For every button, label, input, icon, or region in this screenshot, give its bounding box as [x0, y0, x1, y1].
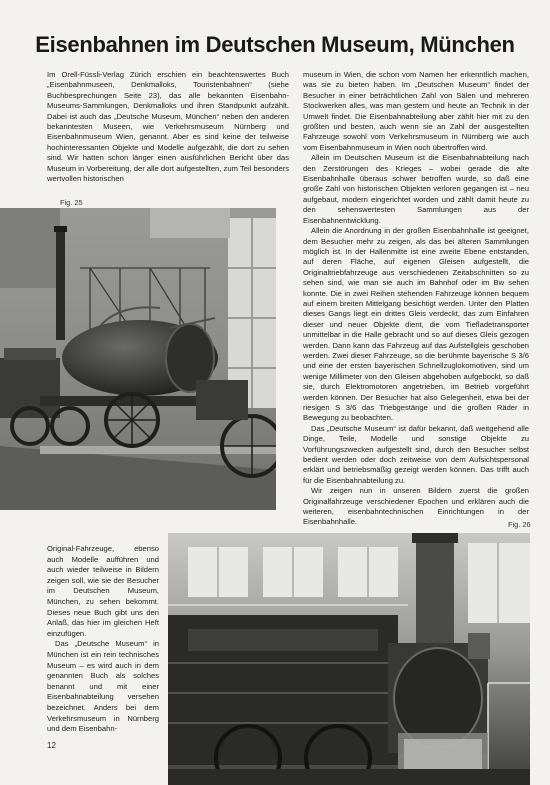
page-title: Eisenbahnen im Deutschen Museum, München — [35, 32, 515, 57]
paragraph: Allein die Anordnung in der großen Eisenbahnhalle ist geeignet, dem Besucher mehr zu zeigen, als das bei älteren Sammlungen möglich ist. In der Hallenmitte ist eine zweite Ebene entstanden, auf deren Fläche, auf eigenen Gleisen aufgestellt, die Originaltriebfahrzeuge aus verschiedenen Zeitabschnitten so zu sehen sind, wie man sie auch im Bahnhof oder im Bw sehen konnte. Die in zwei Reihen stehenden Fahrzeuge können bequem auf einem breiten Mittelgang besichtigt werden. Unter den Platten dieses Gangs liegt ein drittes Gleis verdeckt, das zum Einfahren dieser und neuer Objekte dient, die vom Tiefladetransporter unmittelbar in die Halle gebracht und so auf dieses Gleis gezogen werden. Dann kann das Fahrzeug auf das Aufstellgleis geschoben werden. Zwei dieser Fahrzeuge, so die berühmte bayerische S 3/6 und eine der ersten bayerischen Schnellzuglokomotiven, sind um wenige Millimeter von den Gleisen abgehoben aufgebockt, so daß sie, durch Elektromotoren angetrieben, im Betrieb vorgeführt werden können. Der Besucher hat also Gelegenheit, etwa bei der riesigen S 3/6 das Triebgestänge und die großen Räder in Bewegung zu beobachten. — [303, 226, 529, 423]
figure-25-photo — [0, 208, 276, 510]
paragraph: Original-Fahrzeuge, ebenso auch Modelle aufführen und auch wieder teilweise in Bildern zeigen soll, wie sie der Besucher im Deutschen Museum, München, zu sehen bekommt. Dieses neue Buch gibt uns den Anlaß, das hier im gleichen Heft einzufügen. — [47, 544, 159, 638]
article-column-left-top — [47, 70, 289, 184]
article-column-left-bottom — [47, 544, 159, 735]
figure-25-caption: Fig. 25 — [60, 198, 83, 207]
figure-26-caption: Fig. 26 — [508, 520, 531, 529]
paragraph: museum in Wien, die schon vom Namen her erkenntlich machen, was sie zu bieten haben. Im „Deutschen Museum“ findet der Besucher in einer beträchtlichen Zahl von Sälen und mehreren Stockwerken alles, was man gestern und heute an Technik in der Umwelt findet. Die Eisenbahnabteilung aber zählt hier mit zu den größten und besten, auch wenn sie an Zahl der ausgestellten Fahrzeuge sowohl vom Verkehrsmuseum in Nürnberg wie auch vom Eisenbahnmuseum in Wien noch übertroffen wird. — [303, 70, 529, 152]
page-number: 12 — [47, 741, 56, 750]
paragraph: Im Orell-Füssli-Verlag Zürich erschien ein beachtenswertes Buch „Eisenbahnmuseen, Denkmalloks, Touristenbahnen“ (siehe Buchbesprechungen Seite 23), das alle bekannten Eisenbahn-Museums-Sammlungen, Denkmalloks und ihren Standpunkt aufzählt. Dabei ist auch das „Deutsche Museum, München“ neben den anderen bekanntesten Museen, wie Verkehrsmuseum Nürnberg und Eisenbahnmuseum Wien, genannt. Aber es sind keine der teilweise hochinteressanten Objekte und Modelle aufgezählt, die dort zu sehen sind. Wir hatten schon länger einen ausführlichen Bericht über das Museum in Vorbereitung, der alle dort aufgestellten, zum Teil besonders wertvollen historischen — [47, 70, 289, 184]
paragraph: Wir zeigen nun in unseren Bildern zuerst die großen Originalfahrzeuge verschiedener Epochen und erklären auch die weiteren, eisenbahntechnischen Einrichtungen in der Eisenbahnhalle. — [303, 486, 529, 527]
figure-26-photo — [168, 533, 530, 785]
paragraph: Das „Deutsche Museum“ in München ist ein rein technisches Museum – es wird auch in dem genannten Buch als solches benannt und mit einer Eisenbahnabteilung versehen bezeichnet. Anders bei dem Verkehrsmuseum in Nürnberg und dem Eisenbahn- — [47, 639, 159, 734]
article-column-right — [303, 70, 529, 528]
paragraph: Das „Deutsche Museum“ ist dafür bekannt, daß weitgehend alle Dinge, Teile, Modelle und sonstige Objekte zu Vorführungszwecken aufgestellt sind, durch den Besucher selbst bedient werden oder doch zeitweise von dem Aufsichtspersonal erklärt und betriebsmäßig gezeigt werden können. Das trifft auch für die Eisenbahnabteilung zu. — [303, 423, 529, 485]
paragraph: Allein im Deutschen Museum ist die Eisenbahnabteilung nach den Zerstörungen des Krieges – wobei gerade die alte Eisenbahnhalle überaus schwer betroffen wurde, so daß eine große Zahl von historischen Objekten verloren gegangen ist – neu aufgebaut, modern eingerichtet worden und zählt damit heute zu den sehenswertesten Sammlungen aus der Eisenbahnentwicklung. — [303, 153, 529, 225]
